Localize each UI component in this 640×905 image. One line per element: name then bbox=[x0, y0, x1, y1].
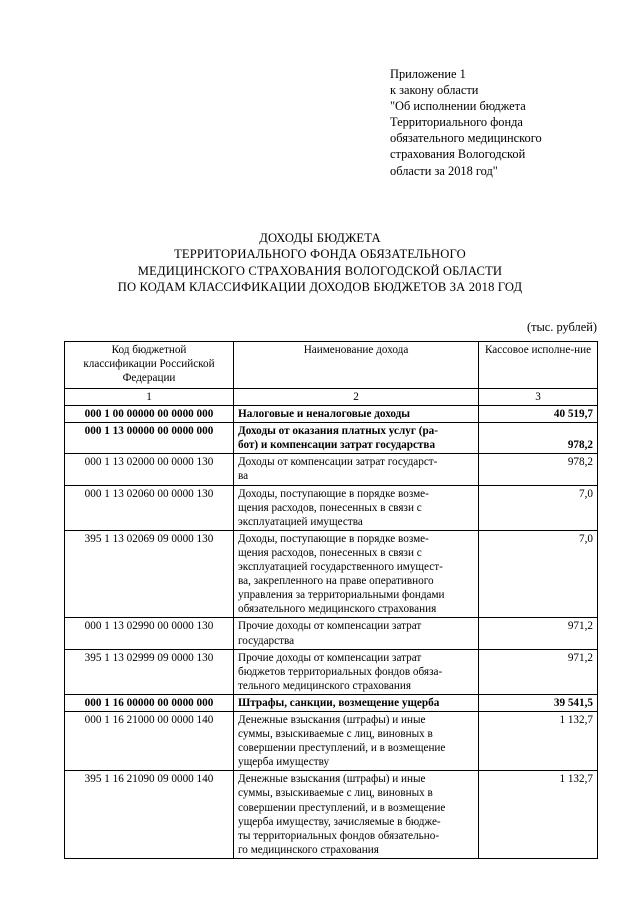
income-name-line: Прочие доходы от компенсации затрат bbox=[238, 620, 422, 633]
units-note: (тыс. рублей) bbox=[526, 320, 597, 334]
income-name-line: совершении преступлений, и в возмещение bbox=[238, 742, 446, 755]
title-line: ТЕРРИТОРИАЛЬНОГО ФОНДА ОБЯЗАТЕЛЬНОГО bbox=[174, 247, 466, 262]
table-row bbox=[65, 530, 598, 618]
column-number-row bbox=[65, 389, 598, 406]
income-name-line: государства bbox=[238, 634, 295, 647]
column-header-code: Код бюджетной классификации Российской Федерации bbox=[65, 342, 234, 389]
column-number: 2 bbox=[234, 389, 479, 406]
income-name-line: суммы, взыскиваемые с лиц, виновных в bbox=[238, 728, 433, 741]
income-name-line: Штрафы, санкции, возмещение ущерба bbox=[238, 696, 440, 709]
appendix-line: к закону области bbox=[390, 83, 479, 98]
income-name-line: ва, закрепленного на праве оперативного bbox=[238, 575, 434, 588]
income-name-line: управления за территориальными фондами bbox=[238, 589, 445, 602]
table-row bbox=[65, 649, 598, 694]
title-line: ПО КОДАМ КЛАССИФИКАЦИИ ДОХОДОВ БЮДЖЕТОВ ЗА 2018 ГОД bbox=[117, 280, 523, 295]
cell-budget-code: 000 1 13 00000 00 0000 000 bbox=[65, 423, 234, 454]
cell-income-name bbox=[234, 423, 479, 454]
cell-income-name bbox=[234, 771, 479, 859]
income-name-line: Доходы, поступающие в порядке возме- bbox=[238, 532, 429, 545]
cell-cash-execution-amount: 7,0 bbox=[479, 485, 598, 530]
column-number: 3 bbox=[479, 389, 598, 406]
cell-budget-code: 395 1 13 02069 09 0000 130 bbox=[65, 530, 234, 618]
income-name-line: щения расходов, понесенных в связи с bbox=[238, 501, 422, 514]
cell-cash-execution-amount: 1 132,7 bbox=[479, 771, 598, 859]
cell-budget-code: 000 1 13 02000 00 0000 130 bbox=[65, 454, 234, 485]
appendix-line: Приложение 1 bbox=[390, 67, 466, 81]
appendix-reference-block bbox=[390, 66, 620, 179]
income-name-line: Денежные взыскания (штрафы) и иные bbox=[238, 773, 426, 786]
cell-income-name bbox=[234, 406, 479, 423]
column-header-amount: Кассовое исполне-ние bbox=[479, 342, 598, 389]
cell-cash-execution-amount: 971,2 bbox=[479, 649, 598, 694]
income-name-line: Денежные взыскания (штрафы) и иные bbox=[238, 713, 426, 726]
table-row bbox=[65, 406, 598, 423]
income-name-line: бот) и компенсации затрат государства bbox=[238, 439, 436, 452]
cell-cash-execution-amount: 1 132,7 bbox=[479, 711, 598, 770]
table-header-row bbox=[65, 342, 598, 389]
appendix-line: страхования Вологодской bbox=[390, 147, 526, 162]
income-name-line: эксплуатацией государственного имущест- bbox=[238, 561, 443, 574]
table-row bbox=[65, 771, 598, 859]
income-name-line: суммы, взыскиваемые с лиц, виновных в bbox=[238, 787, 433, 800]
title-line: ДОХОДЫ БЮДЖЕТА bbox=[259, 231, 381, 245]
column-header-name: Наименование дохода bbox=[234, 342, 479, 389]
income-name-line: обязательного медицинского страхования bbox=[238, 603, 437, 616]
cell-cash-execution-amount: 40 519,7 bbox=[479, 406, 598, 423]
income-name-line: ущерба имуществу, зачисляемые в бюдже- bbox=[238, 815, 441, 828]
income-name-line: совершении преступлений, и в возмещение bbox=[238, 801, 446, 814]
cell-income-name bbox=[234, 694, 479, 711]
table-body bbox=[65, 342, 598, 859]
income-name-line: Прочие доходы от компенсации затрат bbox=[238, 651, 422, 664]
cell-budget-code: 000 1 16 00000 00 0000 000 bbox=[65, 694, 234, 711]
cell-budget-code: 395 1 13 02999 09 0000 130 bbox=[65, 649, 234, 694]
appendix-line: области за 2018 год" bbox=[390, 163, 498, 178]
income-name-line: ты территориальных фондов обязательно- bbox=[238, 829, 440, 842]
income-name-line: Доходы, поступающие в порядке возме- bbox=[238, 487, 429, 500]
cell-cash-execution-amount: 978,2 bbox=[479, 423, 598, 454]
appendix-line: обязательного медицинского bbox=[390, 131, 542, 146]
budget-income-table bbox=[64, 341, 598, 859]
cell-income-name bbox=[234, 485, 479, 530]
cell-budget-code: 000 1 13 02060 00 0000 130 bbox=[65, 485, 234, 530]
appendix-line: Территориального фонда bbox=[390, 115, 523, 130]
page-title bbox=[0, 230, 640, 296]
appendix-line: "Об исполнении бюджета bbox=[390, 99, 526, 114]
income-name-line: щения расходов, понесенных в связи с bbox=[238, 546, 422, 559]
income-name-line: ущерба имуществу bbox=[238, 756, 330, 769]
table-row bbox=[65, 694, 598, 711]
table-row bbox=[65, 618, 598, 649]
table-row bbox=[65, 454, 598, 485]
cell-income-name bbox=[234, 649, 479, 694]
cell-cash-execution-amount: 978,2 bbox=[479, 454, 598, 485]
cell-budget-code: 395 1 16 21090 09 0000 140 bbox=[65, 771, 234, 859]
income-name-line: Доходы от компенсации затрат государст- bbox=[238, 456, 438, 469]
cell-income-name bbox=[234, 618, 479, 649]
income-name-line: тельного медицинского страхования bbox=[238, 679, 412, 692]
cell-income-name bbox=[234, 711, 479, 770]
cell-cash-execution-amount: 39 541,5 bbox=[479, 694, 598, 711]
cell-cash-execution-amount: 971,2 bbox=[479, 618, 598, 649]
column-number: 1 bbox=[65, 389, 234, 406]
title-line: МЕДИЦИНСКОГО СТРАХОВАНИЯ ВОЛОГОДСКОЙ ОБЛАСТИ bbox=[137, 263, 503, 278]
cell-budget-code: 000 1 16 21000 00 0000 140 bbox=[65, 711, 234, 770]
cell-income-name bbox=[234, 530, 479, 618]
income-name-line: го медицинского страхования bbox=[238, 843, 379, 856]
income-name-line: эксплуатацией имущества bbox=[238, 515, 363, 528]
cell-budget-code: 000 1 13 02990 00 0000 130 bbox=[65, 618, 234, 649]
income-name-line: Налоговые и неналоговые доходы bbox=[238, 408, 411, 421]
income-name-line: бюджетов территориальных фондов обяза- bbox=[238, 665, 443, 678]
table-row bbox=[65, 485, 598, 530]
cell-cash-execution-amount: 7,0 bbox=[479, 530, 598, 618]
cell-budget-code: 000 1 00 00000 00 0000 000 bbox=[65, 406, 234, 423]
cell-income-name bbox=[234, 454, 479, 485]
table-row bbox=[65, 711, 598, 770]
income-name-line: Доходы от оказания платных услуг (ра- bbox=[238, 425, 438, 438]
income-name-line: ва bbox=[238, 470, 249, 483]
table-row bbox=[65, 423, 598, 454]
